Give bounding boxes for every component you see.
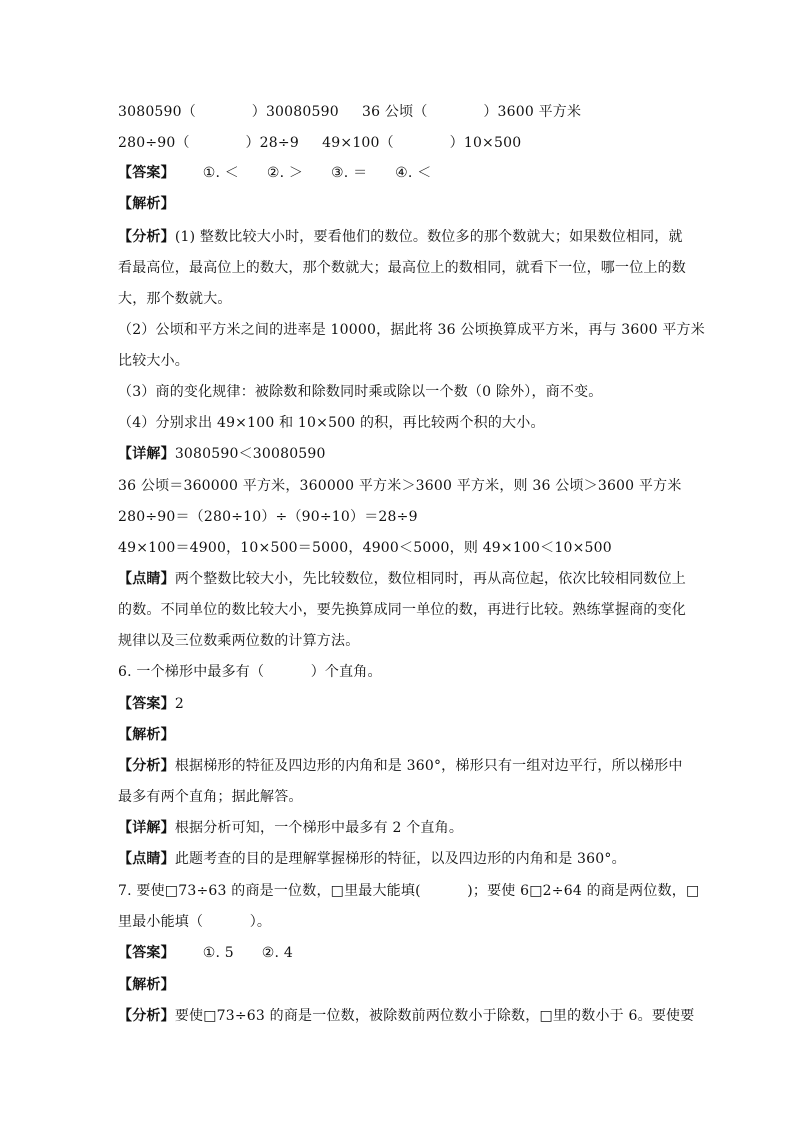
text-line: 【分析】要使□73÷63 的商是一位数，被除数前两位数小于除数，□里的数小于 6。要使要 xyxy=(118,1008,695,1024)
text-line: 36 公顷＝360000 平方米，360000 平方米＞3600 平方米，则 36 公顷＞3600 平方米 xyxy=(118,478,682,494)
section-tag: 【分析】 xyxy=(118,1008,175,1024)
analysis-heading xyxy=(118,725,680,745)
answer-line: 【答案】2 xyxy=(118,696,184,712)
section-tag: 【详解】 xyxy=(118,446,175,462)
text-line: 规律以及三位数乘两位数的计算方法。 xyxy=(118,633,360,649)
text-line: 看最高位，最高位上的数大，那个数就大；最高位上的数相同，就看下一位，哪一位上的数 xyxy=(118,260,686,276)
section-tag: 【分析】 xyxy=(118,758,175,774)
section-tag: 【解析】 xyxy=(118,196,175,212)
section-tag: 【详解】 xyxy=(118,820,175,836)
answer-line: 【答案】 ①. 5 ②. 4 xyxy=(118,945,293,961)
section-tag: 【解析】 xyxy=(118,977,175,993)
section-tag: 【分析】 xyxy=(118,229,175,245)
section-tag: 【点睛】 xyxy=(118,571,175,587)
text-line: 49×100＝4900，10×500＝5000，4900＜5000，则 49×100＜10×500 xyxy=(118,540,612,556)
section-tag: 【答案】 xyxy=(118,165,175,181)
analysis-heading xyxy=(118,194,680,214)
question-line: 7. 要使□73÷63 的商是一位数，□里最大能填( )；要使 6□2÷64 的商是两位数，□ xyxy=(118,883,700,899)
text-line: 3080590（ ）30080590 36 公顷（ ）3600 平方米 xyxy=(118,104,582,120)
text-line: 【详解】根据分析可知，一个梯形中最多有 2 个直角。 xyxy=(118,820,464,836)
section-tag: 【答案】 xyxy=(118,696,175,712)
text-line: 280÷90（ ）28÷9 49×100（ ）10×500 xyxy=(118,135,522,151)
text-line: 【分析】根据梯形的特征及四边形的内角和是 360°，梯形只有一组对边平行，所以梯形中 xyxy=(118,758,683,774)
text-line: 280÷90＝（280÷10）÷（90÷10）＝28÷9 xyxy=(118,509,418,525)
analysis-heading xyxy=(118,975,680,995)
text-line: （3）商的变化规律：被除数和除数同时乘或除以一个数（0 除外），商不变。 xyxy=(118,384,603,400)
text-line: 【详解】3080590＜30080590 xyxy=(118,446,326,462)
question-line: 里最小能填（ ）。 xyxy=(118,914,272,930)
section-tag: 【答案】 xyxy=(118,945,175,961)
section-tag: 【点睛】 xyxy=(118,851,175,867)
text-line: 的数。不同单位的数比较大小，要先换算成同一单位的数，再进行比较。熟练掌握商的变化 xyxy=(118,602,686,618)
question-line: 6. 一个梯形中最多有（ ）个直角。 xyxy=(118,664,382,680)
text-line: 最多有两个直角；据此解答。 xyxy=(118,789,303,805)
text-line: 【点睛】两个整数比较大小，先比较数位，数位相同时，再从高位起，依次比较相同数位上 xyxy=(118,571,687,587)
text-line: （4）分别求出 49×100 和 10×500 的积，再比较两个积的大小。 xyxy=(118,415,545,431)
answer-line: 【答案】 ①. ＜ ②. ＞ ③. ＝ ④. ＜ xyxy=(118,165,432,181)
text-line: 【分析】(1) 整数比较大小时，要看他们的数位。数位多的那个数就大；如果数位相同，就 xyxy=(118,229,683,245)
text-line: 大，那个数就大。 xyxy=(118,291,232,307)
section-tag: 【解析】 xyxy=(118,727,175,743)
text-line: （2）公顷和平方米之间的进率是 10000，据此将 36 公顷换算成平方米，再与 3600 平方米 xyxy=(118,322,705,338)
text-line: 【点睛】此题考查的目的是理解掌握梯形的特征，以及四边形的内角和是 360°。 xyxy=(118,851,626,867)
text-line: 比较大小。 xyxy=(118,353,189,369)
